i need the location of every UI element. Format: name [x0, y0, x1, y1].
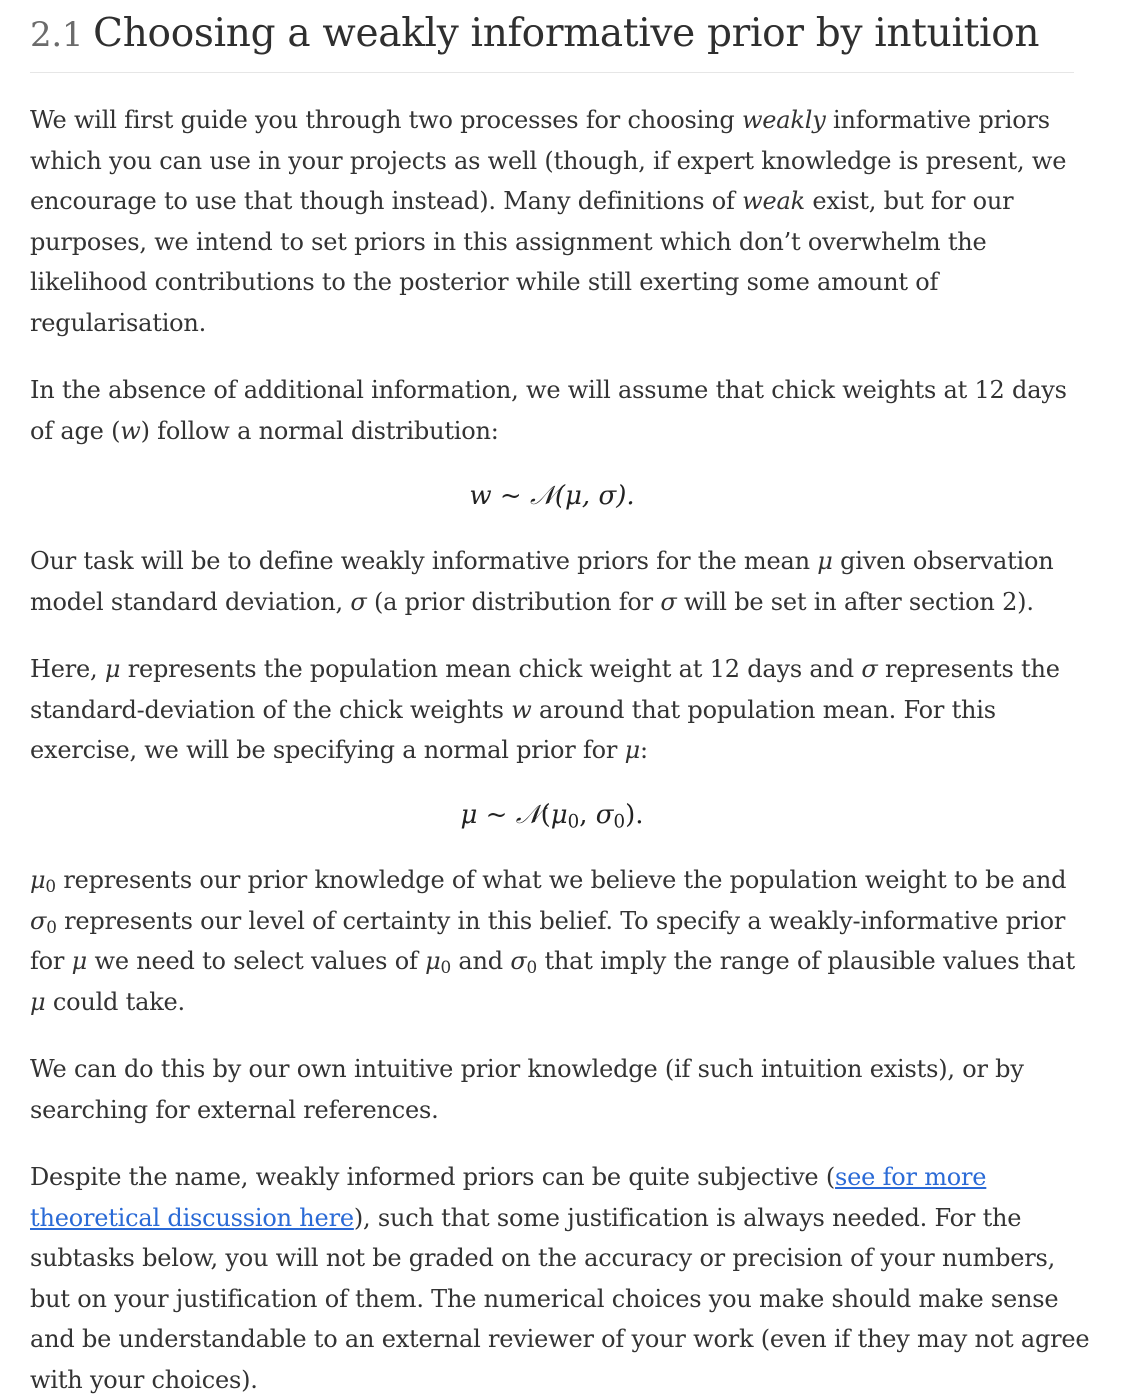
discussion-link-continued[interactable]: theoretical discussion here — [30, 1203, 354, 1232]
paragraph-task: Our task will be to define weakly informative priors for the mean μ given observation model standard deviation, σ (a prior distribution for σ will be set in after section 2). — [30, 547, 1054, 616]
paragraph-intro: We will first guide you through two processes for choosing weakly informative priors which you can use in your projects as well (though, if expert knowledge is present, we encourage to use that though instead). Many definitions of weak exist, but for our purposes, we intend to set priors in this assignment which don’t overwhelm the likelihood contributions to the posterior while still exerting some amount of regularisation. — [30, 106, 1067, 337]
emphasis-weakly: weakly — [741, 106, 826, 134]
section-header — [30, 0, 1074, 73]
paragraph-definitions: Here, μ represents the population mean chick weight at 12 days and σ represents the standard-deviation of the chick weights w around that population mean. For this exercise, we will be specifying a normal prior for μ: — [30, 655, 1060, 764]
section-number: 2.1 — [30, 15, 84, 55]
equation-prior: μ ~ $𝒩(\mu_0$, $\sigma_0$). — [460, 800, 644, 833]
paragraph-assumption: In the absence of additional information, we will assume that chick weights at 12 days of age (w) follow a normal distribution: — [30, 376, 1067, 445]
equation-likelihood: w ~ 𝒩(μ, σ). — [469, 481, 635, 511]
paragraph-hyperparameters: $\mu_0$ represents our prior knowledge of what we believe the population weight to be and $\sigma_0$ represents our level of certainty in this belief. To specify a weakly-informative prior for μ we need to select values of $\mu_0$ and $\sigma_0$ that imply the range of plausible values that μ could take. — [30, 866, 1075, 1016]
discussion-link[interactable]: see for more — [835, 1163, 987, 1191]
section-title — [30, 6, 1039, 63]
math-w: w — [120, 416, 141, 445]
emphasis-weak: weak — [742, 187, 805, 215]
paragraph-justification: Despite the name, weakly informed priors can be quite subjective (see for more theoretical discussion here), such that some justification is always needed. For the subtasks below, you will not be graded on the accuracy or precision of your numbers, but on your justification of them. The numerical choices you make should make sense and be understandable to an external reviewer of your work (even if they may not agree with your choices). — [30, 1163, 1090, 1394]
section-title-text: Choosing a weakly informative prior by intuition — [93, 11, 1040, 56]
paragraph-methods: We can do this by our own intuitive prior knowledge (if such intuition exists), or by searching for external references. — [30, 1055, 1024, 1124]
document-page — [30, 0, 1090, 1394]
